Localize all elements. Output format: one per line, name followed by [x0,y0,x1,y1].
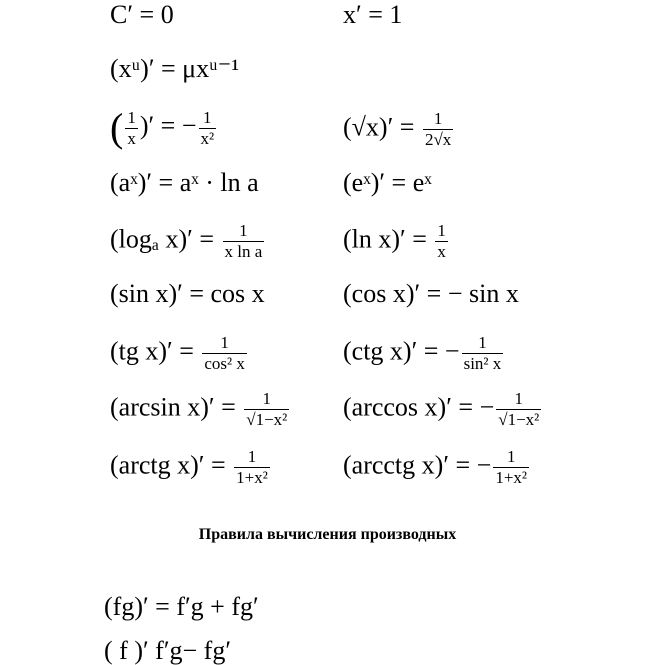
formula-identity: x′ = 1 [343,0,403,29]
formula-arcsin: (arcsin x)′ = $\frac{1}{\text{√1−x²}}$ [110,389,288,429]
formula-sqrt: (√x)′ = $\frac{1}{2√x}$ [343,109,452,149]
formula-exponential-e: (eˣ)′ = eˣ [343,168,432,197]
section-heading: Правила вычисления производных [198,526,457,543]
formula-ln: (ln x)′ = $\frac{1}{x}$ [343,221,446,261]
formula-sin: (sin x)′ = cos x [110,279,265,308]
formula-power: (xᵘ)′ = μxᵘ⁻¹ [110,54,240,83]
fraction: $\frac{1}{\text{√1−x²}}$ [246,389,288,429]
fraction: $\frac{1}{\text{sin² x}}$ [463,333,502,373]
fraction: $\frac{1}{\text{1+x²}}$ [495,447,528,487]
fraction: $\frac{1}{\text{cos² x}}$ [204,333,245,373]
formula-reciprocal: ( $\frac{1}{x}$ )′ = − $\frac{1}{\text{x²}}$ [110,105,215,150]
formula-arctg: (arctg x)′ = $\frac{1}{\text{1+x²}}$ [110,447,268,487]
fraction: $\frac{1}{\text{x ln a}}$ [224,221,263,261]
formula-constant: C′ = 0 [110,0,174,29]
formula-exponential-a: (aˣ)′ = aˣ · ln a [110,168,259,197]
formula-cos: (cos x)′ = − sin x [343,279,519,308]
fraction: $\frac{1}{2√x}$ [424,109,452,149]
formula-arcctg: (arcctg x)′ = − $\frac{1}{\text{1+x²}}$ [343,447,528,487]
quotient-rule-partial: ( f )′ f′g− fg′ [104,636,232,665]
formula-log-a: (logₐ x)′ = $\frac{1}{\text{x ln a}}$ [110,221,263,261]
paren: ( [110,105,124,150]
product-rule: (fg)′ = f′g + fg′ [104,592,259,621]
fraction: $\frac{1}{\text{√1−x²}}$ [498,389,540,429]
formula-tg: (tg x)′ = $\frac{1}{\text{cos² x}}$ [110,333,245,373]
formula-arccos: (arccos x)′ = − $\frac{1}{\text{√1−x²}}$ [343,389,540,429]
fraction: $\frac{1}{x}$ [127,107,136,148]
formula-ctg: (ctg x)′ = − $\frac{1}{\text{sin² x}}$ [343,333,502,373]
fraction: $\frac{1}{\text{1+x²}}$ [236,447,268,487]
fraction: $\frac{1}{\text{x²}}$ [200,107,215,148]
fraction: $\frac{1}{x}$ [437,221,446,261]
